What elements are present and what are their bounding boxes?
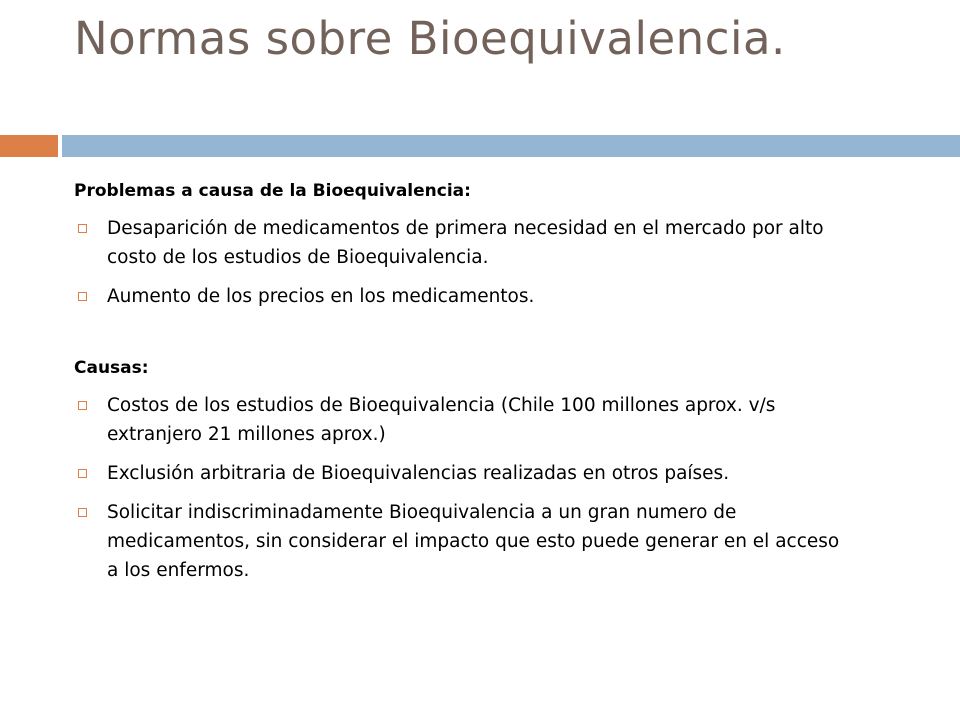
square-bullet-icon: [78, 292, 87, 301]
list-item-text: Costos de los estudios de Bioequivalencia (Chile 100 millones aprox. v/s extranjero 21 millones aprox.): [107, 395, 776, 445]
list-item-text: Exclusión arbitraria de Bioequivalencias realizadas en otros países.: [107, 463, 730, 484]
list-item-text: Desaparición de medicamentos de primera necesidad en el mercado por alto costo de los estudios de Bioequivalencia.: [107, 218, 824, 268]
slide-content: [74, 178, 854, 595]
section-heading-problemas: Problemas a causa de la Bioequivalencia:: [74, 181, 471, 201]
bullet-list-causas: [74, 391, 854, 585]
square-bullet-icon: [78, 224, 87, 233]
list-item: [74, 498, 854, 585]
square-bullet-icon: [78, 401, 87, 410]
list-item: [74, 391, 854, 449]
square-bullet-icon: [78, 508, 87, 517]
bullet-list-problemas: [74, 214, 854, 311]
list-item-text: Aumento de los precios en los medicamentos.: [107, 286, 535, 307]
section-heading-causas: Causas:: [74, 358, 149, 378]
section-spacer: [74, 321, 854, 355]
list-item: [74, 459, 854, 488]
accent-bar-blue: [62, 135, 960, 157]
slide-title: Normas sobre Bioequivalencia.: [74, 12, 786, 65]
list-item: [74, 214, 854, 272]
accent-bar-orange: [0, 135, 58, 157]
list-item: [74, 282, 854, 311]
list-item-text: Solicitar indiscriminadamente Bioequivalencia a un gran numero de medicamentos, sin considerar el impacto que esto puede generar en el acceso a los enfermos.: [107, 502, 840, 581]
square-bullet-icon: [78, 469, 87, 478]
